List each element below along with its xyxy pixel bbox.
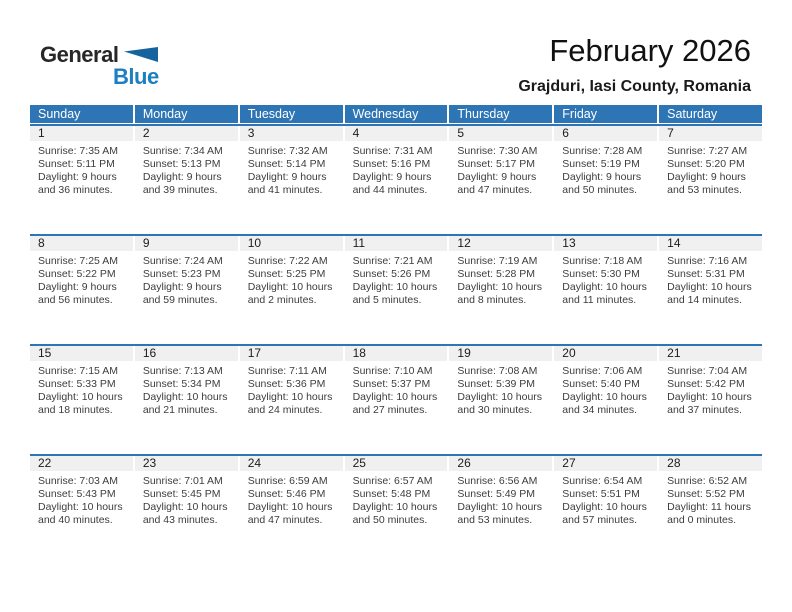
daylight-text: Daylight: 10 hours and 11 minutes. (562, 280, 647, 306)
sunrise-text: Sunrise: 7:03 AM (38, 475, 118, 487)
daylight-text: Daylight: 10 hours and 53 minutes. (457, 500, 543, 526)
day-number-band (30, 456, 762, 471)
logo-text-blue: Blue (113, 64, 159, 89)
day-detail-band (30, 361, 762, 417)
weekday-header-row (30, 105, 762, 123)
sunrise-text: Sunrise: 7:24 AM (142, 255, 223, 267)
sunrise-text: Sunrise: 7:01 AM (142, 475, 223, 487)
daylight-text: Daylight: 10 hours and 21 minutes. (142, 390, 228, 416)
sunrise-text: Sunrise: 7:15 AM (38, 365, 118, 377)
day-number: 5 (449, 126, 552, 141)
logo-text-general: General (40, 42, 119, 67)
sunset-text: Sunset: 5:30 PM (562, 267, 640, 280)
daylight-text: Daylight: 10 hours and 57 minutes. (562, 500, 647, 526)
day-number: 13 (554, 236, 657, 251)
page-header (30, 0, 762, 105)
day-cell (240, 251, 343, 307)
sunrise-text: Sunrise: 7:28 AM (562, 145, 643, 157)
day-cell (240, 361, 343, 417)
day-cell (659, 361, 762, 417)
sunrise-text: Sunrise: 7:19 AM (457, 255, 538, 267)
day-cell (659, 141, 762, 197)
day-number: 9 (135, 236, 238, 251)
sunset-text: Sunset: 5:52 PM (667, 487, 745, 500)
sunset-text: Sunset: 5:48 PM (352, 487, 431, 500)
day-cell (135, 141, 238, 197)
day-number: 16 (135, 346, 238, 361)
sunrise-text: Sunrise: 6:57 AM (352, 475, 433, 487)
day-cell (30, 361, 133, 417)
sunrise-text: Sunrise: 7:34 AM (142, 145, 223, 157)
sunrise-text: Sunrise: 6:52 AM (667, 475, 748, 487)
day-number: 2 (135, 126, 238, 141)
day-cell (345, 471, 448, 527)
sunrise-text: Sunrise: 7:10 AM (352, 365, 433, 377)
sunrise-text: Sunrise: 7:08 AM (457, 365, 538, 377)
page-title: February 2026 (549, 33, 751, 68)
day-number: 18 (345, 346, 448, 361)
day-number: 1 (30, 126, 133, 141)
daylight-text: Daylight: 10 hours and 24 minutes. (247, 390, 333, 416)
day-detail-band (30, 141, 762, 197)
daylight-text: Daylight: 9 hours and 44 minutes. (352, 170, 432, 196)
day-number: 15 (30, 346, 133, 361)
day-cell (449, 361, 552, 417)
sunrise-text: Sunrise: 7:25 AM (38, 255, 118, 267)
sunset-text: Sunset: 5:19 PM (562, 157, 640, 170)
sunrise-text: Sunrise: 7:27 AM (667, 145, 748, 157)
daylight-text: Daylight: 10 hours and 50 minutes. (352, 500, 438, 526)
day-cell (135, 471, 238, 527)
daylight-text: Daylight: 9 hours and 53 minutes. (667, 170, 746, 196)
day-cell (554, 141, 657, 197)
sunset-text: Sunset: 5:42 PM (667, 377, 745, 390)
daylight-text: Daylight: 9 hours and 59 minutes. (142, 280, 222, 306)
calendar-week-row (30, 344, 762, 454)
sunset-text: Sunset: 5:14 PM (247, 157, 326, 170)
weekday-header-wednesday: Wednesday (345, 105, 448, 123)
day-cell (135, 251, 238, 307)
sunset-text: Sunset: 5:49 PM (457, 487, 536, 500)
sunrise-text: Sunrise: 7:06 AM (562, 365, 643, 377)
day-cell (449, 251, 552, 307)
day-cell (554, 471, 657, 527)
day-number: 23 (135, 456, 238, 471)
day-cell (659, 471, 762, 527)
sunset-text: Sunset: 5:25 PM (247, 267, 326, 280)
sunset-text: Sunset: 5:45 PM (142, 487, 221, 500)
sunrise-text: Sunrise: 6:59 AM (247, 475, 328, 487)
calendar-week-row (30, 124, 762, 234)
sunrise-text: Sunrise: 7:13 AM (142, 365, 223, 377)
day-number: 26 (449, 456, 552, 471)
sunset-text: Sunset: 5:43 PM (38, 487, 116, 500)
day-number: 21 (659, 346, 762, 361)
day-cell (449, 141, 552, 197)
weekday-header-tuesday: Tuesday (240, 105, 343, 123)
day-detail-band (30, 471, 762, 527)
day-number: 17 (240, 346, 343, 361)
daylight-text: Daylight: 9 hours and 47 minutes. (457, 170, 537, 196)
sunset-text: Sunset: 5:40 PM (562, 377, 640, 390)
daylight-text: Daylight: 10 hours and 8 minutes. (457, 280, 543, 306)
sunset-text: Sunset: 5:22 PM (38, 267, 116, 280)
sunrise-text: Sunrise: 6:56 AM (457, 475, 538, 487)
sunrise-text: Sunrise: 7:35 AM (38, 145, 118, 157)
day-number: 19 (449, 346, 552, 361)
day-number: 3 (240, 126, 343, 141)
sunset-text: Sunset: 5:17 PM (457, 157, 536, 170)
sunset-text: Sunset: 5:51 PM (562, 487, 640, 500)
daylight-text: Daylight: 9 hours and 41 minutes. (247, 170, 327, 196)
sunrise-text: Sunrise: 7:16 AM (667, 255, 748, 267)
sunset-text: Sunset: 5:23 PM (142, 267, 221, 280)
day-number: 24 (240, 456, 343, 471)
sunset-text: Sunset: 5:33 PM (38, 377, 116, 390)
day-number: 14 (659, 236, 762, 251)
day-cell (240, 141, 343, 197)
day-cell (659, 251, 762, 307)
day-cell (554, 251, 657, 307)
sunrise-text: Sunrise: 7:31 AM (352, 145, 433, 157)
daylight-text: Daylight: 10 hours and 27 minutes. (352, 390, 438, 416)
day-cell (345, 251, 448, 307)
sunset-text: Sunset: 5:36 PM (247, 377, 326, 390)
day-cell (30, 471, 133, 527)
daylight-text: Daylight: 10 hours and 14 minutes. (667, 280, 752, 306)
logo-triangle-icon (124, 47, 158, 63)
day-number: 12 (449, 236, 552, 251)
day-cell (345, 361, 448, 417)
page-subtitle: Grajduri, Iasi County, Romania (518, 77, 751, 95)
sunset-text: Sunset: 5:20 PM (667, 157, 745, 170)
sunset-text: Sunset: 5:34 PM (142, 377, 221, 390)
day-cell (240, 471, 343, 527)
day-cell (449, 471, 552, 527)
day-cell (135, 361, 238, 417)
sunset-text: Sunset: 5:16 PM (352, 157, 431, 170)
sunset-text: Sunset: 5:11 PM (38, 157, 115, 170)
day-cell (30, 141, 133, 197)
day-cell (554, 361, 657, 417)
sunrise-text: Sunrise: 7:21 AM (352, 255, 433, 267)
day-number: 27 (554, 456, 657, 471)
daylight-text: Daylight: 9 hours and 56 minutes. (38, 280, 117, 306)
day-number: 22 (30, 456, 133, 471)
day-number-band (30, 126, 762, 141)
sunset-text: Sunset: 5:39 PM (457, 377, 536, 390)
daylight-text: Daylight: 9 hours and 36 minutes. (38, 170, 117, 196)
sunrise-text: Sunrise: 7:04 AM (667, 365, 748, 377)
day-number: 28 (659, 456, 762, 471)
sunset-text: Sunset: 5:13 PM (142, 157, 221, 170)
sunset-text: Sunset: 5:26 PM (352, 267, 431, 280)
day-number: 11 (345, 236, 448, 251)
daylight-text: Daylight: 10 hours and 34 minutes. (562, 390, 647, 416)
calendar-body (30, 124, 762, 564)
sunset-text: Sunset: 5:37 PM (352, 377, 431, 390)
weekday-header-saturday: Saturday (659, 105, 762, 123)
weekday-header-monday: Monday (135, 105, 238, 123)
daylight-text: Daylight: 10 hours and 30 minutes. (457, 390, 543, 416)
daylight-text: Daylight: 10 hours and 5 minutes. (352, 280, 438, 306)
day-number: 6 (554, 126, 657, 141)
day-number: 20 (554, 346, 657, 361)
weekday-header-thursday: Thursday (449, 105, 552, 123)
day-detail-band (30, 251, 762, 307)
day-number: 25 (345, 456, 448, 471)
daylight-text: Daylight: 10 hours and 2 minutes. (247, 280, 333, 306)
day-number: 4 (345, 126, 448, 141)
day-cell (345, 141, 448, 197)
day-number: 8 (30, 236, 133, 251)
calendar-week-row (30, 234, 762, 344)
sunrise-text: Sunrise: 7:32 AM (247, 145, 328, 157)
daylight-text: Daylight: 9 hours and 50 minutes. (562, 170, 642, 196)
daylight-text: Daylight: 10 hours and 47 minutes. (247, 500, 333, 526)
sunrise-text: Sunrise: 7:30 AM (457, 145, 538, 157)
daylight-text: Daylight: 10 hours and 43 minutes. (142, 500, 228, 526)
sunset-text: Sunset: 5:31 PM (667, 267, 745, 280)
sunrise-text: Sunrise: 6:54 AM (562, 475, 643, 487)
calendar-page (30, 0, 762, 564)
sunrise-text: Sunrise: 7:11 AM (247, 365, 327, 377)
sunset-text: Sunset: 5:28 PM (457, 267, 536, 280)
daylight-text: Daylight: 10 hours and 18 minutes. (38, 390, 123, 416)
sunset-text: Sunset: 5:46 PM (247, 487, 326, 500)
weekday-header-sunday: Sunday (30, 105, 133, 123)
daylight-text: Daylight: 11 hours and 0 minutes. (667, 500, 751, 526)
sunrise-text: Sunrise: 7:18 AM (562, 255, 643, 267)
day-number-band (30, 346, 762, 361)
general-blue-logo (40, 44, 190, 99)
calendar-week-row (30, 454, 762, 564)
day-number-band (30, 236, 762, 251)
daylight-text: Daylight: 10 hours and 37 minutes. (667, 390, 752, 416)
title-block (518, 33, 751, 96)
daylight-text: Daylight: 9 hours and 39 minutes. (142, 170, 222, 196)
daylight-text: Daylight: 10 hours and 40 minutes. (38, 500, 123, 526)
day-number: 10 (240, 236, 343, 251)
weekday-header-friday: Friday (554, 105, 657, 123)
sunrise-text: Sunrise: 7:22 AM (247, 255, 328, 267)
day-cell (30, 251, 133, 307)
day-number: 7 (659, 126, 762, 141)
